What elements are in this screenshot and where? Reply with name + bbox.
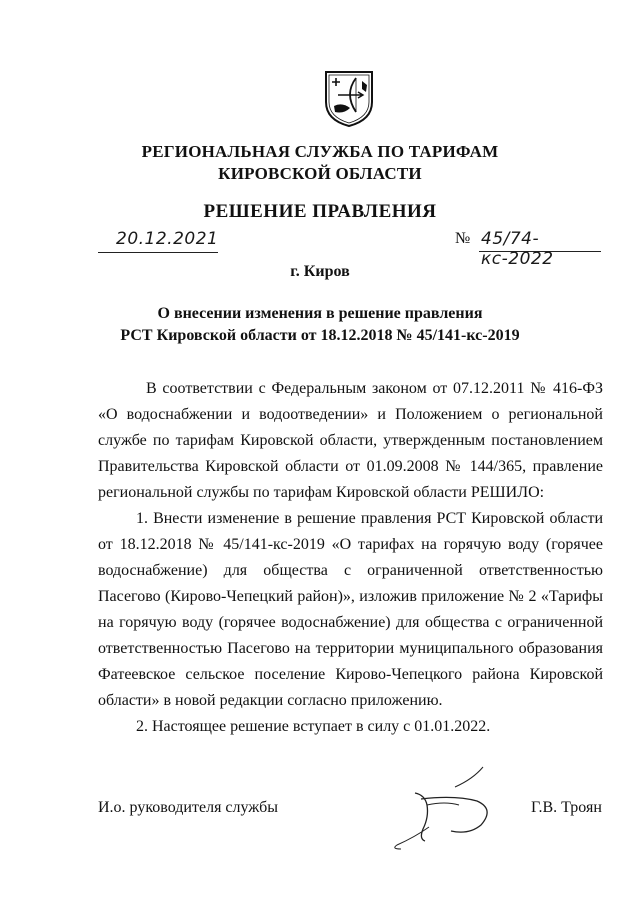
- document-number: 45/74-кс-2022: [481, 229, 554, 269]
- coat-of-arms-icon: [322, 68, 376, 128]
- document-number-field: [455, 228, 605, 269]
- document-city: г. Киров: [290, 263, 350, 280]
- handwritten-signature: [385, 765, 515, 860]
- document-date: 20.12.2021: [116, 229, 219, 249]
- preamble-paragraph: В соответствии с Федеральным законом от 07.12.2011 № 416-ФЗ «О водоснабжении и водоотведении» и Положением о региональной службе по тарифам Кировской области, утвержденным постановлением Правительства Кировской области от 01.09.2008 № 144/365, правление региональной службы по тарифам Кировской области РЕШИЛО:: [98, 380, 603, 501]
- document-date-field: [98, 228, 218, 253]
- document-body: [98, 376, 603, 740]
- organization-name-line2: КИРОВСКОЙ ОБЛАСТИ: [218, 164, 422, 183]
- signatory-name: Г.В. Троян: [531, 799, 602, 816]
- number-sign: №: [455, 230, 471, 247]
- decision-item-1: 1. Внести изменение в решение правления РСТ Кировской области от 18.12.2018 № 45/141-кс-2019 «О тарифах на горячую воду (горячее водоснабжение) для общества с ограниченной ответственностью Пасегово (Кирово-Чепецкий район)», изложив приложение № 2 «Тарифы на горячую воду (горячее водоснабжение) для общества с ограниченной ответственностью Пасегово на территории муниципального образования Фатеевское сельское поселение Кирово-Чепецкого района Кировской области» в новой редакции согласно приложению.: [98, 510, 603, 709]
- signatory-role: И.о. руководителя службы: [98, 799, 279, 816]
- decision-item-2: 2. Настоящее решение вступает в силу с 01.01.2022.: [136, 718, 491, 735]
- subject-line2: РСТ Кировской области от 18.12.2018 № 45/141-кс-2019: [120, 327, 520, 344]
- document-type: РЕШЕНИЕ ПРАВЛЕНИЯ: [203, 201, 437, 222]
- organization-name-line1: РЕГИОНАЛЬНАЯ СЛУЖБА ПО ТАРИФАМ: [141, 142, 499, 161]
- subject-line1: О внесении изменения в решение правления: [157, 305, 483, 322]
- document-number-underline: [479, 228, 601, 269]
